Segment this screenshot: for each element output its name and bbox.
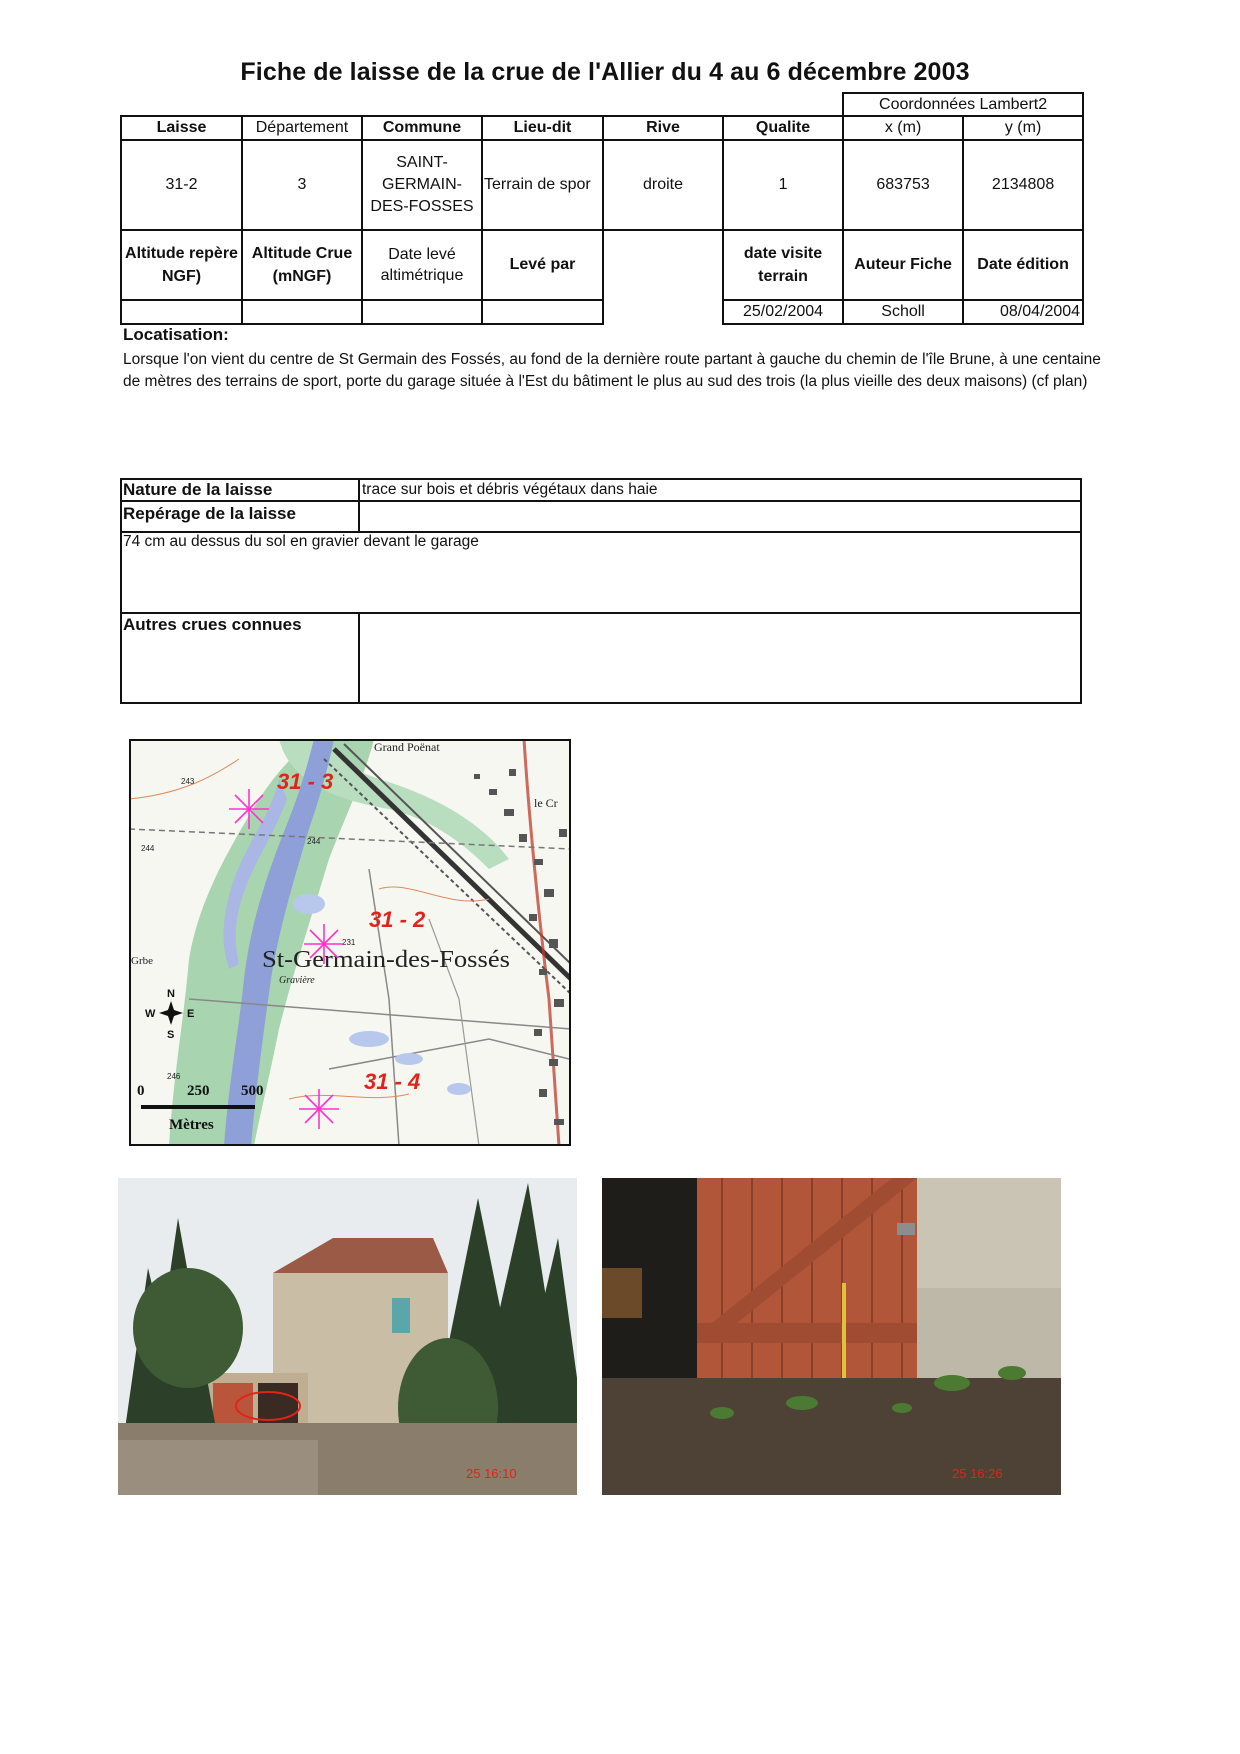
photo-garage-door <box>602 1178 1061 1495</box>
header-leve-par: Levé par <box>482 230 603 300</box>
scale-tick-0: 0 <box>137 1083 145 1099</box>
scale-unit: Mètres <box>169 1117 214 1133</box>
marker-31-4-label: 31 - 4 <box>364 1069 421 1094</box>
header-y: y (m) <box>963 116 1083 140</box>
map-label-grand-poenat: Grand Poënat <box>374 740 440 754</box>
map-town-label: St-Germain-des-Fossés <box>262 947 510 973</box>
value-laisse: 31-2 <box>121 140 242 230</box>
map-spot-243: 243 <box>181 777 195 786</box>
header-x: x (m) <box>843 116 963 140</box>
scale-tick-500: 500 <box>241 1083 264 1099</box>
identification-table <box>120 92 1084 325</box>
value-qualite: 1 <box>723 140 843 230</box>
value-date-leve <box>362 300 482 324</box>
localisation-label: Locatisation: <box>123 325 229 344</box>
value-y: 2134808 <box>963 140 1083 230</box>
map-spot-231: 231 <box>342 938 356 947</box>
header-altitude-crue: Altitude Crue (mNGF) <box>242 230 362 300</box>
nature-label: Nature de la laisse <box>123 480 273 499</box>
compass-n: N <box>167 988 175 1000</box>
map-label-le-cr: le Cr <box>534 796 558 810</box>
photo-garage-timestamp: 25 16:26 <box>952 1466 1003 1481</box>
map-spot-246: 246 <box>167 1072 181 1081</box>
value-commune: SAINT-GERMAIN-DES-FOSSES <box>362 140 482 230</box>
autres-crues-label: Autres crues connues <box>123 615 302 634</box>
value-altitude-repere <box>121 300 242 324</box>
header-auteur: Auteur Fiche <box>843 230 963 300</box>
localisation-text: Lorsque l'on vient du centre de St Germain des Fossés, au fond de la dernière route partant à gauche du chemin de l'île Brune, à une centaine de mètres des terrains de sport, porte du garage située à l'Est du bâtiment le plus au sud des trois (la plus vieille des deux maisons) (cf plan) <box>123 351 1101 390</box>
value-rive: droite <box>603 140 723 230</box>
location-map <box>129 739 571 1146</box>
header-qualite: Qualite <box>723 116 843 140</box>
value-auteur: Scholl <box>843 300 963 324</box>
scale-tick-250: 250 <box>187 1083 210 1099</box>
header-date-edition: Date édition <box>963 230 1083 300</box>
compass-s: S <box>167 1029 175 1041</box>
marker-31-4-icon <box>299 1089 339 1129</box>
map-label-grbe: Grbe <box>131 955 153 967</box>
value-altitude-crue <box>242 300 362 324</box>
reperage-value: 74 cm au dessus du sol en gravier devant le garage <box>123 533 479 550</box>
marker-31-2-icon <box>304 924 344 964</box>
header-laisse: Laisse <box>121 116 242 140</box>
header-commune: Commune <box>362 116 482 140</box>
value-x: 683753 <box>843 140 963 230</box>
page-title: Fiche de laisse de la crue de l'Allier du 4 au 6 décembre 2003 <box>240 58 970 86</box>
header-date-visite: date visite terrain <box>723 230 843 300</box>
coordinates-header: Coordonnées Lambert2 <box>843 93 1083 116</box>
compass-w: W <box>145 1008 156 1020</box>
header-lieu-dit: Lieu-dit <box>482 116 603 140</box>
value-departement: 3 <box>242 140 362 230</box>
header-date-leve: Date levé altimétrique <box>362 230 482 300</box>
value-date-visite: 25/02/2004 <box>723 300 843 324</box>
marker-31-3-icon <box>229 789 269 829</box>
compass-e: E <box>187 1008 195 1020</box>
header-departement: Département <box>242 116 362 140</box>
marker-31-3-label: 31 - 3 <box>277 769 334 794</box>
value-date-edition: 08/04/2004 <box>963 300 1083 324</box>
value-lieu-dit: Terrain de spor <box>482 140 603 230</box>
reperage-label: Repérage de la laisse <box>123 504 296 523</box>
photo-house-timestamp: 25 16:10 <box>466 1466 517 1481</box>
map-spot-244b: 244 <box>307 837 321 846</box>
photo-house <box>118 1178 577 1495</box>
map-label-gravieres: Gravière <box>279 975 315 986</box>
nature-value: trace sur bois et débris végétaux dans haie <box>362 481 658 498</box>
map-spot-244: 244 <box>141 844 155 853</box>
marker-31-2-label: 31 - 2 <box>369 907 426 932</box>
header-rive: Rive <box>603 116 723 140</box>
value-leve-par <box>482 300 603 324</box>
header-altitude-repere: Altitude repère NGF) <box>121 230 242 300</box>
